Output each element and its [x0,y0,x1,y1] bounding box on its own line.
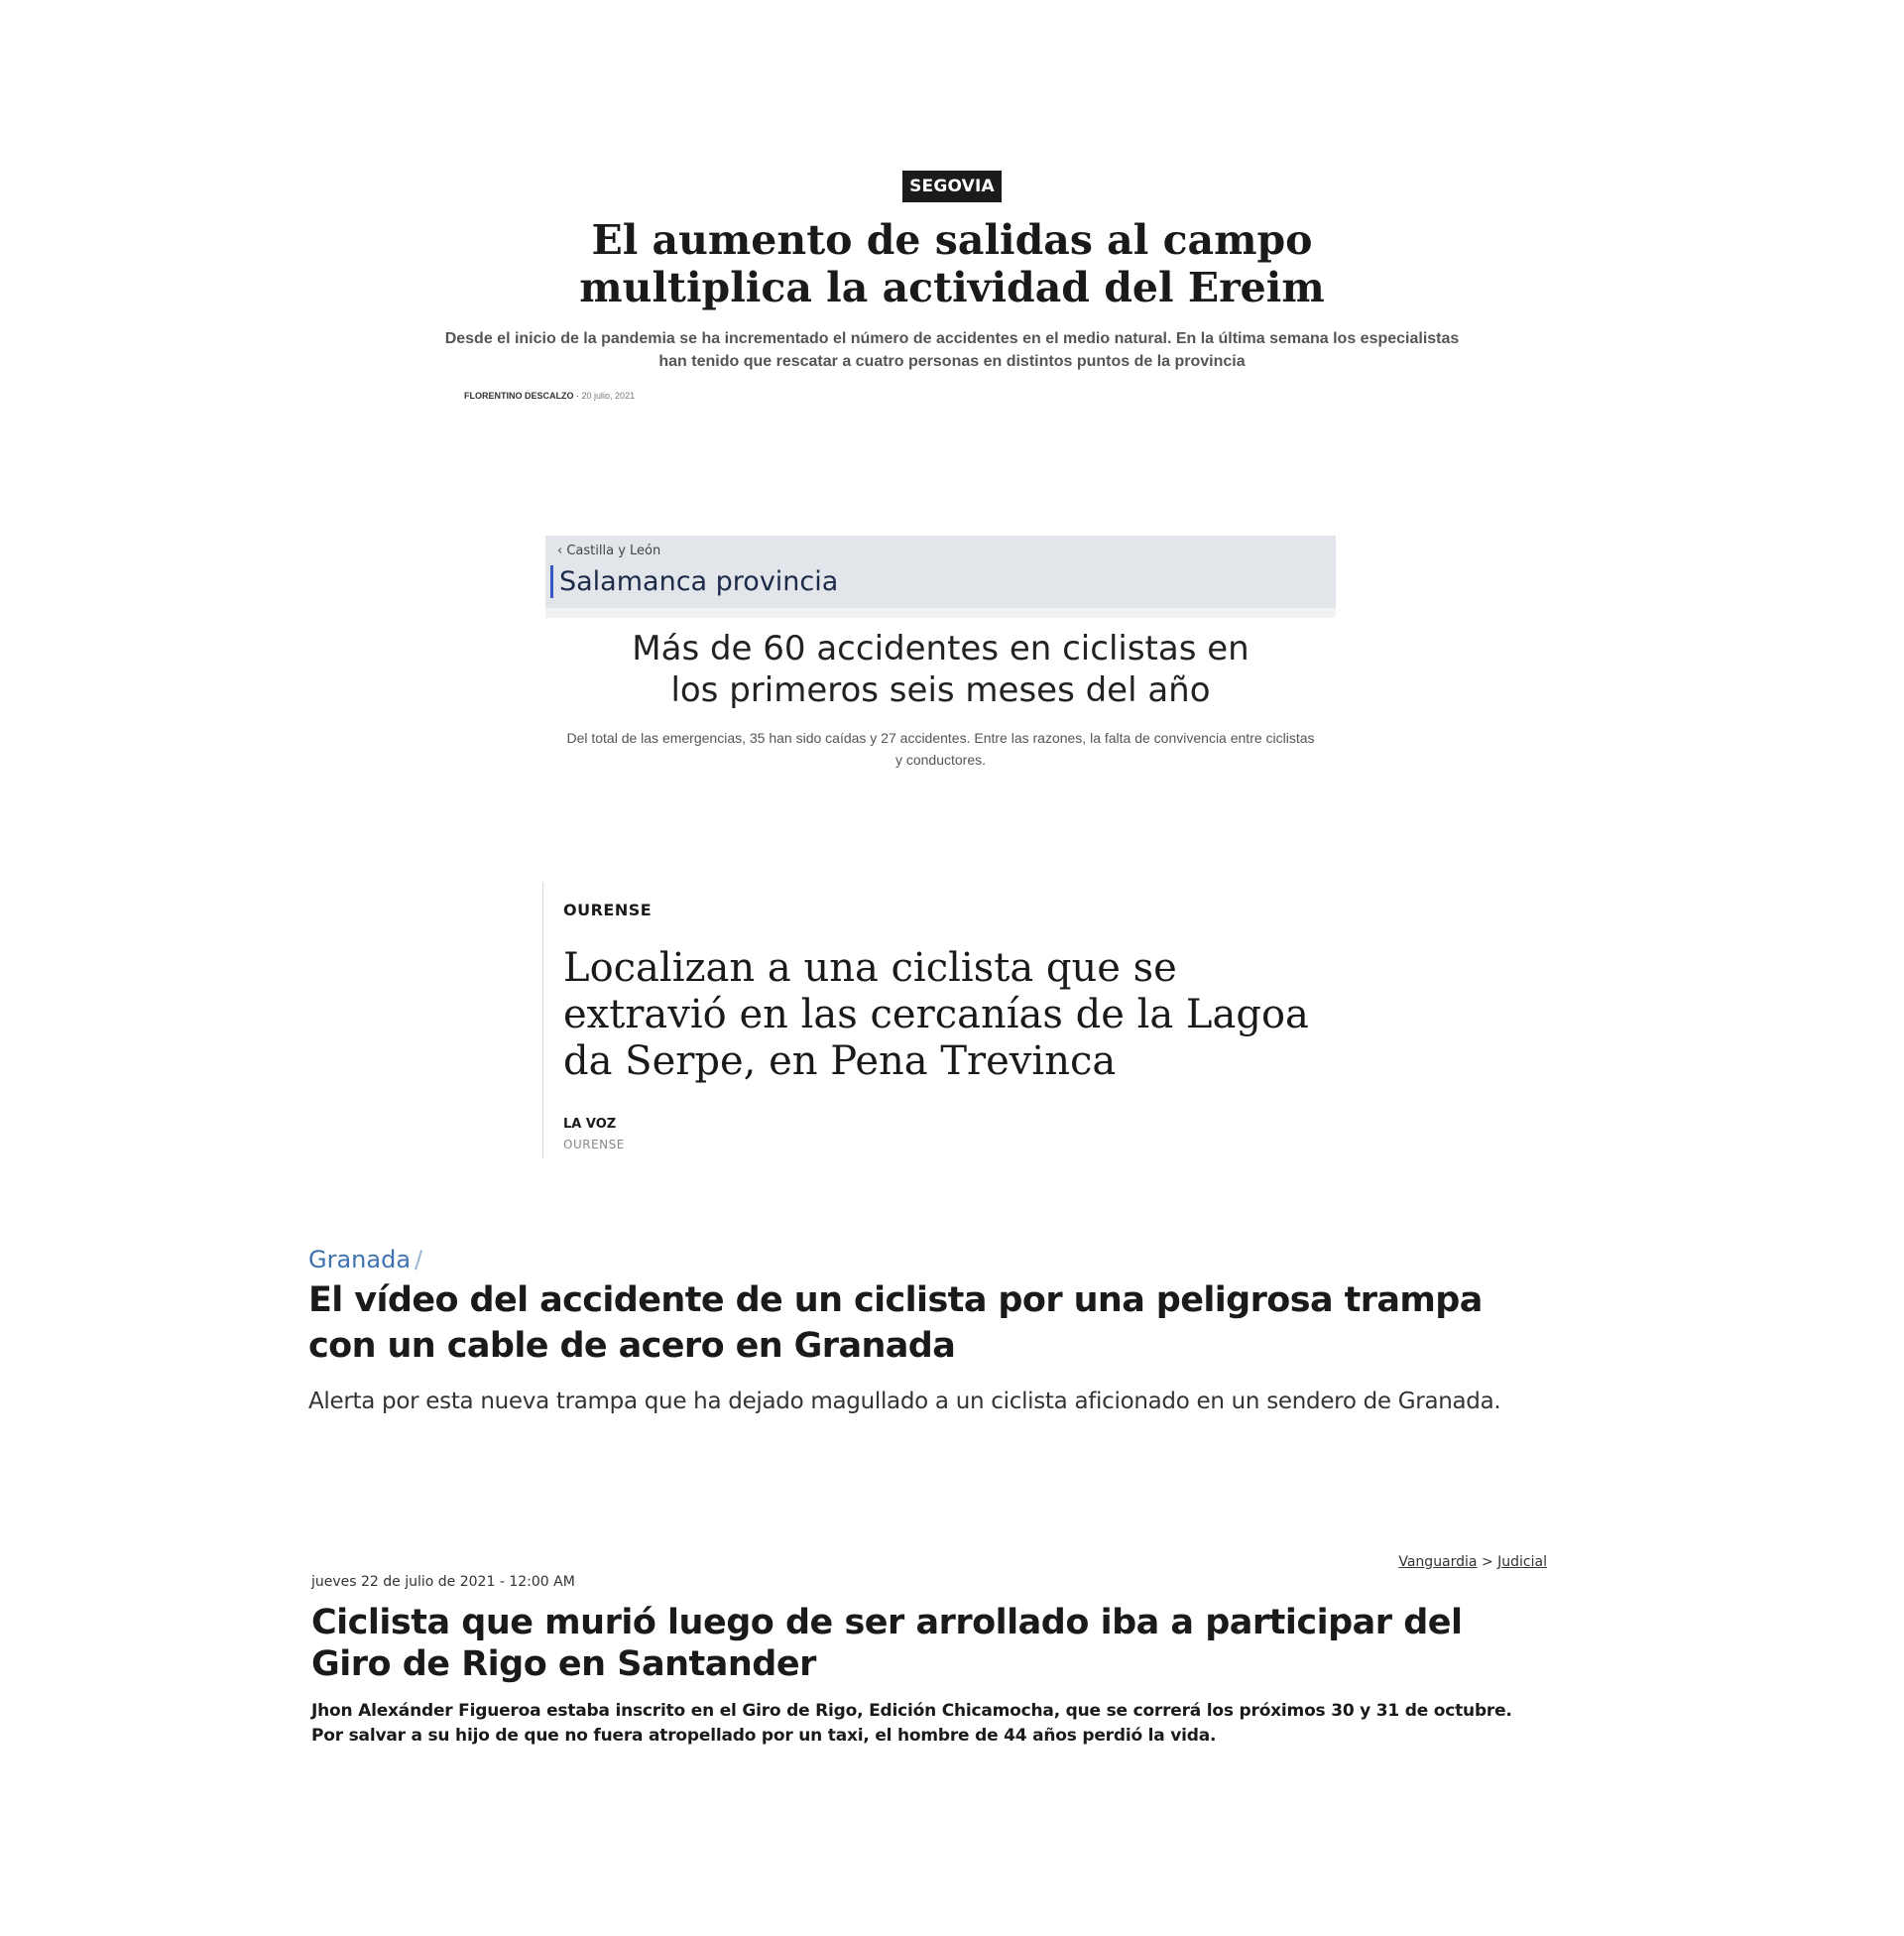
section-bar [545,536,1336,608]
breadcrumb-link-vanguardia[interactable]: Vanguardia [1398,1554,1478,1570]
breadcrumb-slash: / [415,1246,423,1273]
author[interactable]: LA VOZ [563,1117,617,1132]
section-title[interactable]: Salamanca provincia [550,565,838,598]
subheadline: Del total de las emergencias, 35 han sido caídas y 27 accidentes. Entre las razones, la falta de convivencia entre ciclistas y conductores. [566,730,1315,768]
subheadline: Jhon Alexánder Figueroa estaba inscrito en el Giro de Rigo, Edición Chicamocha, que se correrá los próximos 30 y 31 de octubre. Por salvar a su hijo de que no fuera atropellado por un taxi, el hombre de 44 años perdió la vida. [311,1701,1512,1746]
author-city: OURENSE [563,1138,625,1151]
salamanca-article-header [545,536,1336,784]
segovia-article-header [436,171,1468,409]
breadcrumb [311,1554,1547,1570]
vanguardia-article-header [311,1554,1547,1753]
granada-article-header [308,1246,1598,1424]
category-label[interactable]: OURENSE [563,901,653,919]
breadcrumb-label: Castilla y León [566,544,661,558]
byline-separator: · [576,391,580,401]
byline [464,391,1468,401]
breadcrumb-link-judicial[interactable]: Judicial [1497,1554,1547,1570]
author[interactable]: FLORENTINO DESCALZO [464,391,574,401]
category-breadcrumb [308,1246,1598,1273]
breadcrumb-separator: > [1481,1554,1493,1570]
headline[interactable]: El aumento de salidas al campo multiplica la actividad del Ereim [579,216,1325,311]
headline[interactable]: Localizan a una ciclista que se extravió en las cercanías de la Lagoa da Serpe, en Pena Trevinca [563,945,1309,1084]
publish-date: 20 julio, 2021 [581,391,636,401]
section-badge[interactable]: SEGOVIA [902,171,1002,202]
chevron-left-icon: ‹ [557,544,563,558]
subheadline: Alerta por esta nueva trampa que ha dejado magullado a un ciclista aficionado en un sendero de Granada. [308,1389,1501,1414]
publish-date: jueves 22 de julio de 2021 - 12:00 AM [311,1574,575,1590]
headline[interactable]: Más de 60 accidentes en ciclistas en los primeros seis meses del año [632,629,1250,710]
category-link[interactable]: Granada [308,1246,412,1273]
subheadline: Desde el inicio de la pandemia se ha incrementado el número de accidentes en el medio natural. En la última semana los especialistas han tenido que rescatar a cuatro personas en distintos puntos de la provincia [444,330,1460,370]
breadcrumb[interactable] [557,544,660,558]
headline[interactable]: El vídeo del accidente de un ciclista por una peligrosa trampa con un cable de acero en Granada [308,1280,1483,1366]
headline[interactable]: Ciclista que murió luego de ser arrollado iba a participar del Giro de Rigo en Santander [311,1603,1463,1684]
ourense-article-header [542,883,1326,1158]
section-bar-strip [545,608,1336,618]
